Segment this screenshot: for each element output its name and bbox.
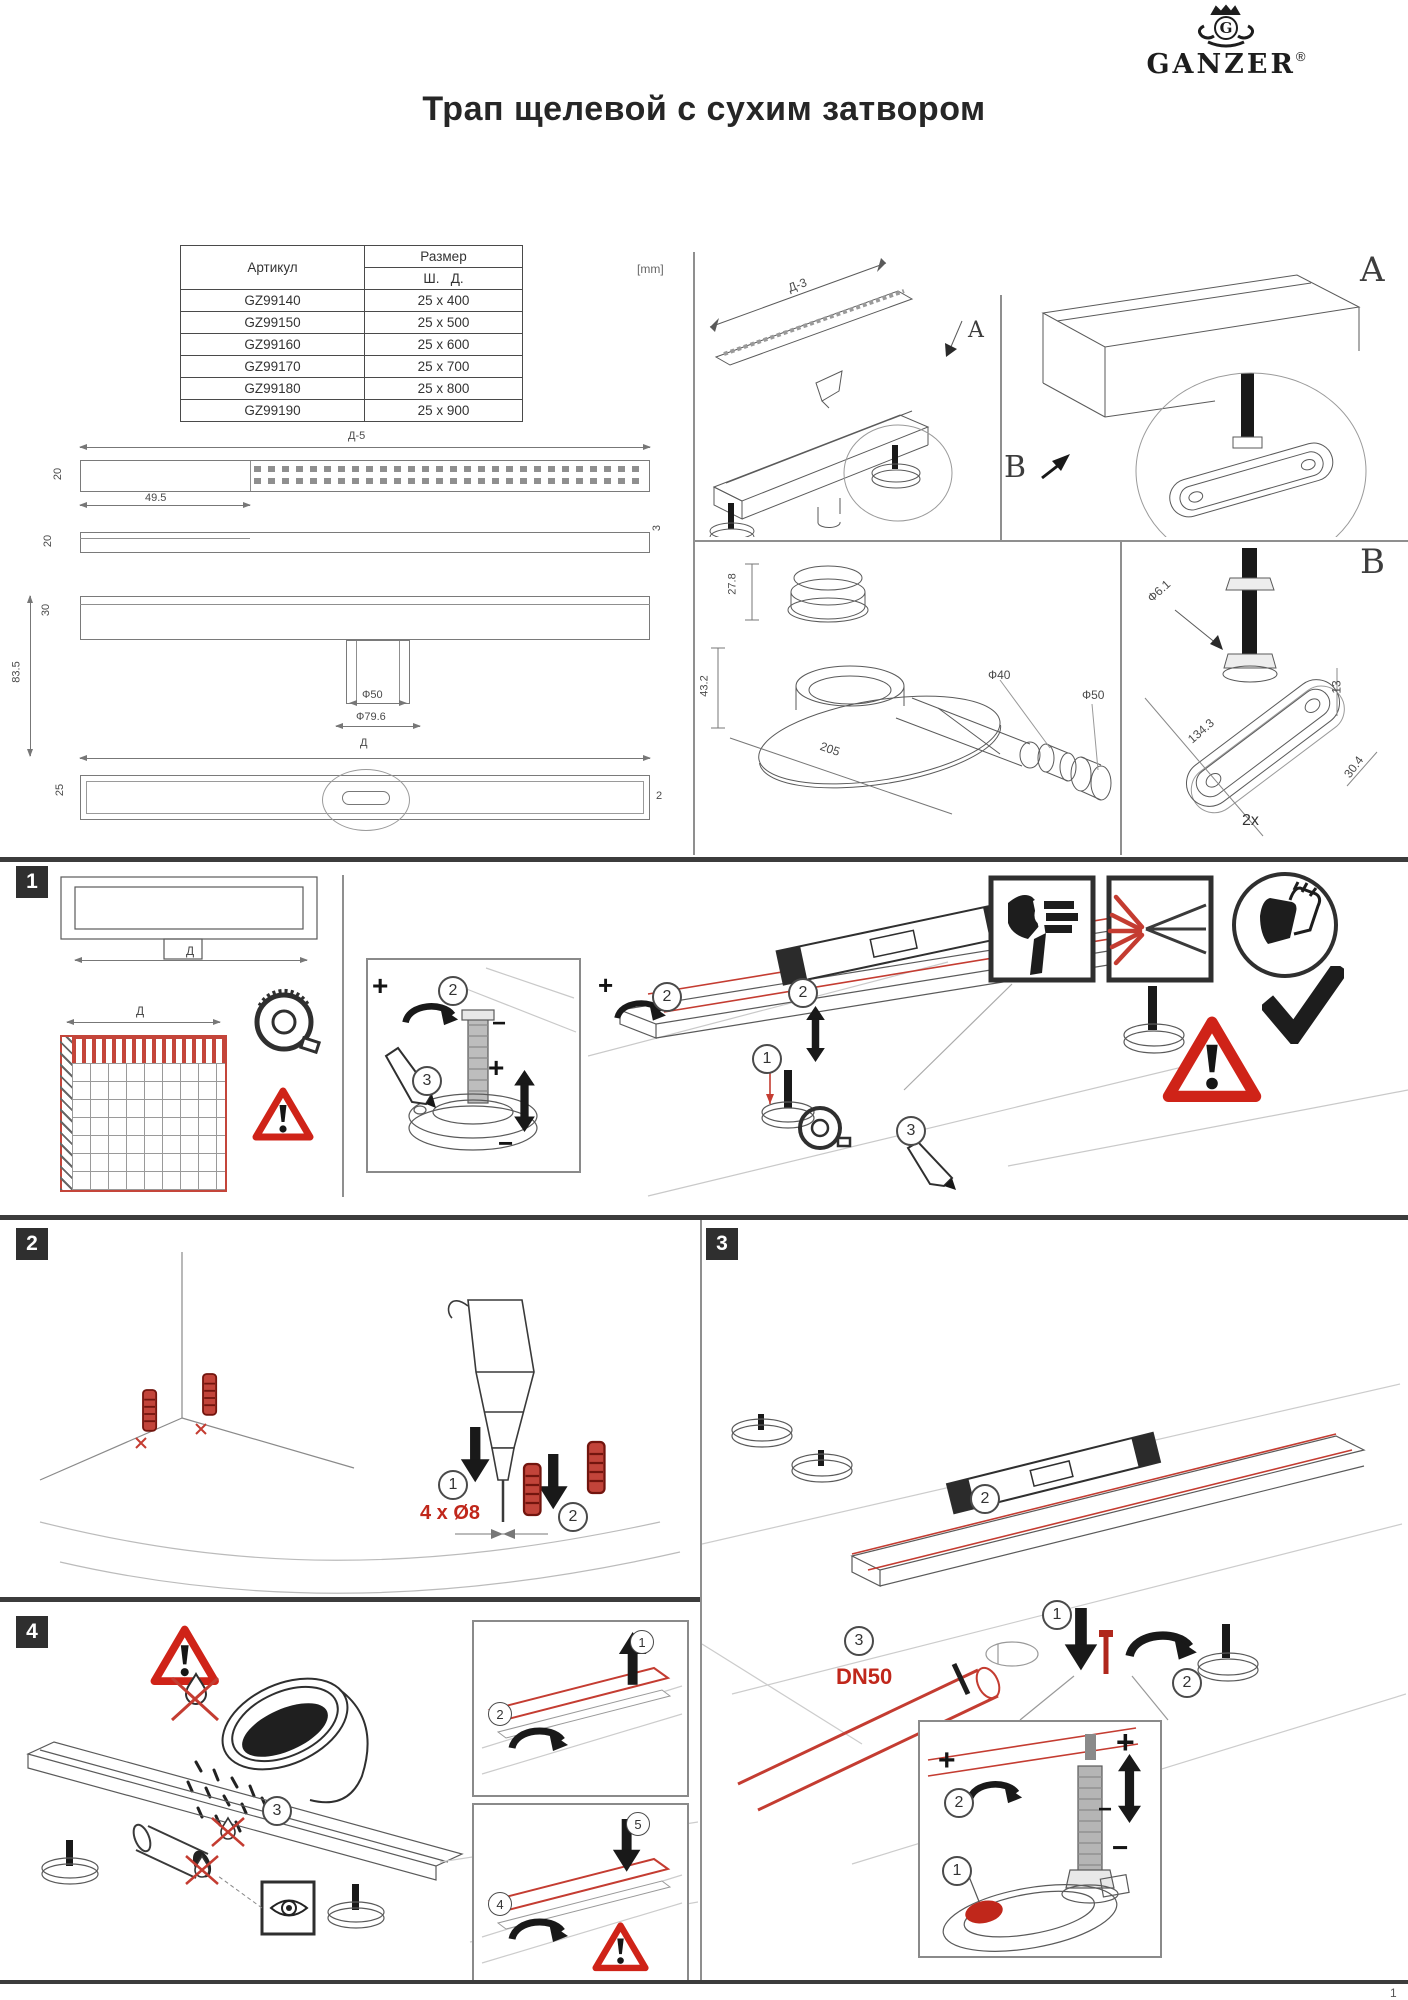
cut-hazard-icon	[988, 875, 1096, 983]
size-cell: 25 x 600	[365, 334, 523, 356]
step-1-badge: 1	[16, 866, 48, 898]
col-width-label: Ш.	[423, 271, 440, 286]
panel-divider-bottom	[1120, 542, 1122, 855]
table-row	[181, 356, 523, 378]
callout-3: 3	[844, 1626, 874, 1656]
dim-grate-length-line	[80, 447, 650, 448]
detail-circle	[322, 769, 410, 831]
section-divider	[0, 857, 1408, 862]
dim-top-height: 25	[54, 783, 67, 797]
plus-sign: +	[1116, 1724, 1135, 1760]
crest-letter: G	[1219, 19, 1233, 37]
brand-name: GANZER	[1146, 49, 1296, 80]
col-article-header: Артикул	[181, 246, 365, 290]
drill-size-label: 4 x Ø8	[420, 1502, 481, 1524]
size-cell: 25 x 400	[365, 290, 523, 312]
pipe-size-label: DN50	[836, 1664, 893, 1689]
size-cell: 25 x 700	[365, 356, 523, 378]
units-label: [mm]	[637, 262, 664, 276]
foot-quantity-label: 2x	[1242, 812, 1259, 829]
article-cell: GZ99150	[181, 312, 365, 334]
protective-gloves-icon	[1230, 870, 1340, 980]
height-adjust-arrow-icon	[514, 1070, 535, 1132]
dim-siphon-length: 205	[818, 739, 842, 759]
table-header-row	[181, 246, 523, 268]
tile-grid	[72, 1063, 225, 1190]
plus-sign: +	[488, 1052, 505, 1083]
table-row	[181, 290, 523, 312]
col-size-subheader	[365, 268, 523, 290]
dim-total-height-line	[30, 596, 31, 756]
grate-slot-row	[254, 466, 646, 472]
detail-a-letter: A	[1360, 250, 1385, 290]
plus-sign: +	[372, 970, 389, 1001]
dim-flange-line	[336, 726, 420, 727]
tile-grid-schematic	[60, 1035, 227, 1192]
callout-1: 1	[1042, 1600, 1072, 1630]
grate-end-divider	[250, 461, 251, 491]
article-cell: GZ99170	[181, 356, 365, 378]
dim-total-height: 83.5	[10, 661, 23, 683]
callout-2: 2	[788, 978, 818, 1008]
detail-b-pointer-arrow-icon	[1040, 452, 1074, 480]
detail-a-drawing	[1005, 255, 1403, 537]
minus-sign: −	[1112, 1832, 1129, 1863]
callout-2: 2	[944, 1788, 974, 1818]
callout-2: 2	[652, 982, 682, 1012]
step-3-badge: 3	[706, 1228, 738, 1260]
dim-grate-height: 20	[52, 467, 65, 481]
brand-logo	[1146, 4, 1306, 80]
dim-top-length: Д	[360, 737, 368, 749]
tape-measure-icon	[246, 988, 324, 1066]
callout-2: 2	[1172, 1668, 1202, 1698]
dim-foot-hole: 13	[1329, 680, 1344, 694]
spigot-wall-line	[399, 641, 400, 703]
warning-triangle-icon	[252, 1086, 314, 1141]
warning-triangle-icon	[1162, 1014, 1262, 1103]
foot-adjust-inset	[366, 958, 581, 1173]
spec-table	[180, 245, 523, 422]
channel-flange-line	[80, 604, 650, 605]
size-cell: 25 x 500	[365, 312, 523, 334]
dim-channel-height: 30	[40, 603, 53, 617]
detail-b-pointer-label: B	[1004, 450, 1027, 485]
callout-1: 1	[630, 1630, 654, 1654]
callout-1: 1	[942, 1856, 972, 1886]
callout-3: 3	[262, 1796, 292, 1826]
wall-hatch	[60, 1037, 72, 1190]
callout-5: 5	[626, 1812, 650, 1836]
dim-siphon-height: 43.2	[698, 675, 711, 697]
grate-slot-row	[254, 478, 646, 484]
minus-sign: −	[492, 1010, 507, 1037]
panel-left-border	[693, 252, 695, 855]
article-cell: GZ99140	[181, 290, 365, 312]
table-row	[181, 334, 523, 356]
dim-outlet-40: Ф40	[988, 668, 1011, 682]
table-row	[181, 312, 523, 334]
grate-top-view	[80, 460, 650, 492]
page-bottom-rule	[0, 1980, 1408, 1984]
grate-side-tab	[80, 538, 250, 539]
dim-grate-offset: 49.5	[145, 492, 167, 504]
article-cell: GZ99190	[181, 400, 365, 422]
callout-3: 3	[896, 1116, 926, 1146]
dim-grate-offset-line	[80, 505, 250, 506]
dim-flange-diameter: Ф79.6	[356, 711, 386, 723]
siphon-drawing	[700, 548, 1112, 848]
dim-grid-length: Д	[136, 1004, 145, 1018]
registered-mark: ®	[1295, 49, 1306, 64]
grate-side-view	[80, 532, 650, 553]
panel-divider-top	[1000, 295, 1002, 540]
callout-1: 1	[752, 1044, 782, 1074]
dim-foot-length: 134.3	[1185, 715, 1217, 747]
callout-4: 4	[488, 1892, 512, 1916]
channel-side-view	[80, 596, 650, 640]
height-adjust-arrow-icon	[806, 1006, 825, 1062]
dim-exploded-length: Д-3	[786, 275, 809, 295]
plus-sign: +	[598, 970, 614, 1000]
dim-spigot-diameter: Ф50	[362, 689, 383, 701]
dim-top-gap: 2	[656, 790, 663, 802]
dim-siphon-cap: 27.8	[726, 573, 739, 595]
minus-sign: −	[1098, 1796, 1113, 1823]
article-cell: GZ99180	[181, 378, 365, 400]
foot-adjust-drawing	[368, 960, 579, 1171]
drilling-scene-drawing	[0, 1222, 698, 1596]
dim-grid-length-line	[67, 1022, 220, 1023]
grate-slot-band	[72, 1037, 225, 1063]
callout-2: 2	[438, 976, 468, 1006]
dim-foot-width: 30.4	[1341, 753, 1367, 781]
section-a-label: A	[968, 318, 984, 343]
size-cell: 25 x 800	[365, 378, 523, 400]
dim-spigot-line	[350, 703, 406, 704]
section-divider	[0, 1215, 1408, 1220]
article-cell: GZ99160	[181, 334, 365, 356]
callout-1: 1	[438, 1470, 468, 1500]
page-number: 1	[1390, 1986, 1397, 2000]
dim-channel-length-line	[75, 960, 307, 961]
col-length-label: Д.	[450, 271, 464, 286]
plus-sign: +	[938, 1744, 956, 1777]
eye-inspection-icon	[218, 1876, 314, 1934]
section-divider	[0, 1597, 700, 1602]
dim-channel-length: Д	[186, 944, 195, 958]
spigot-wall-line	[356, 641, 357, 703]
callout-2: 2	[558, 1502, 588, 1532]
dim-side-height: 20	[42, 534, 55, 548]
step1-divider	[342, 875, 344, 1197]
table-row	[181, 378, 523, 400]
callout-2: 2	[970, 1484, 1000, 1514]
panel-divider-h	[695, 540, 1408, 542]
exploded-view-drawing	[700, 255, 993, 537]
size-cell: 25 x 900	[365, 400, 523, 422]
check-mark-icon	[1262, 966, 1344, 1044]
table-row	[181, 400, 523, 422]
dim-side-thickness: 3	[651, 524, 664, 532]
callout-3: 3	[412, 1066, 442, 1096]
step-4-badge: 4	[16, 1616, 48, 1648]
spray-hazard-icon	[1106, 875, 1214, 983]
no-leak-drop-icon	[186, 1818, 244, 1884]
step-2-badge: 2	[16, 1228, 48, 1260]
minus-sign: −	[498, 1128, 514, 1158]
callout-2: 2	[488, 1702, 512, 1726]
dim-top-length-line	[80, 758, 650, 759]
adhesive-pad	[963, 1897, 1005, 1926]
brand-crest-icon	[1146, 4, 1306, 48]
page-title: Трап щелевой с сухим затвором	[422, 90, 986, 128]
detail-b-letter: B	[1360, 542, 1385, 582]
dim-outlet-50: Ф50	[1082, 688, 1105, 702]
col-size-header: Размер	[365, 246, 523, 268]
dim-grate-length: Д-5	[348, 430, 366, 442]
dim-foot-thread: Ф6.1	[1144, 577, 1174, 605]
